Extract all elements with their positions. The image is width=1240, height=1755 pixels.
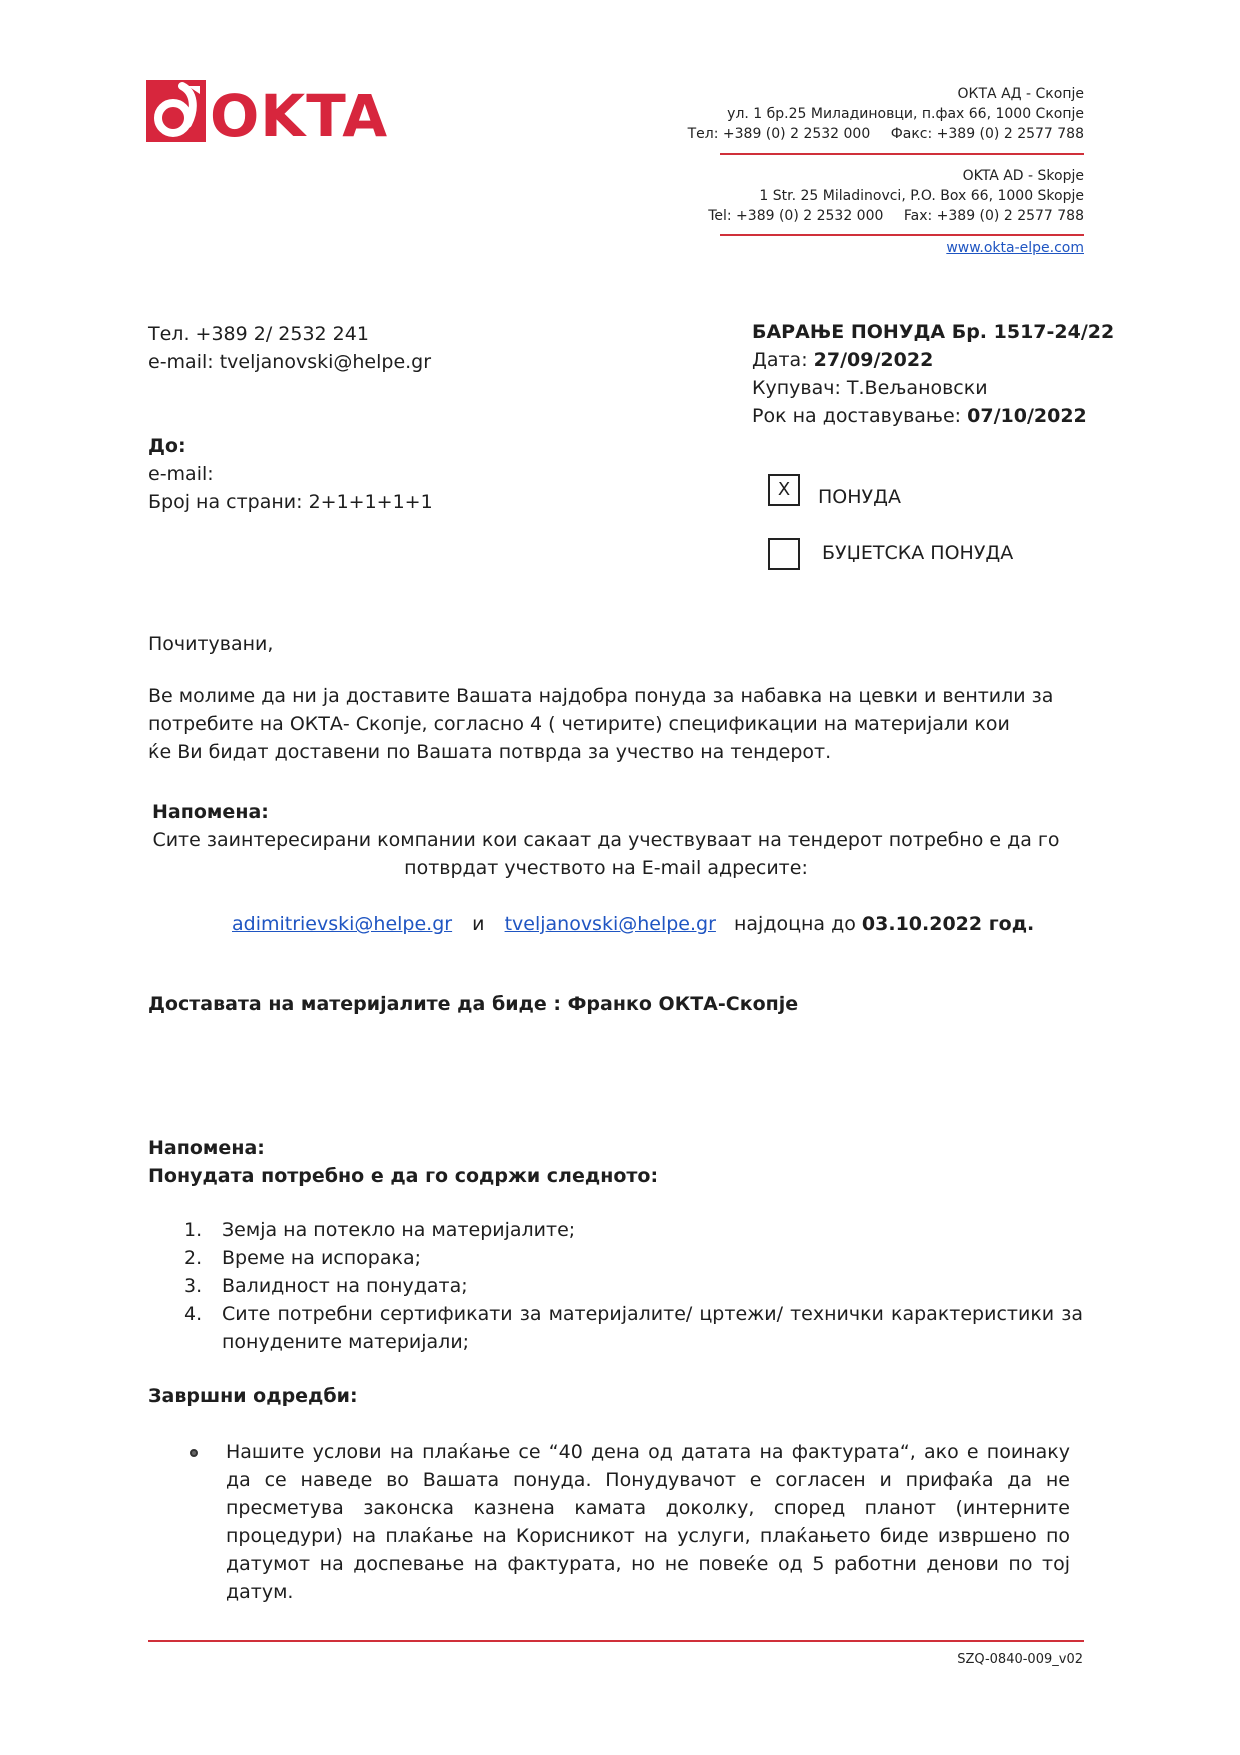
bullet-icon [190, 1449, 198, 1457]
list-item [148, 1272, 1083, 1300]
intro-line-2: потребите на ОКТА- Скопје, согласно 4 ( четирите) спецификации на материјали кои [148, 713, 1010, 735]
offer-checkbox[interactable]: X [768, 474, 800, 506]
note2-intro: Понудата потребно е да го содржи следното: [148, 1165, 659, 1187]
list-item-text: Валидност на понудата; [222, 1275, 468, 1297]
company-name-en: OKTA AD - Skopje [962, 168, 1084, 184]
payment-terms-bullet [148, 1438, 1070, 1606]
note-line-2: потврдат учеството на E-mail адресите: [404, 857, 808, 879]
email-link-adimitrievski[interactable]: adimitrievski@helpe.gr [232, 913, 453, 935]
header-divider-1 [720, 153, 1084, 155]
footer-divider [148, 1640, 1084, 1642]
letterhead-en [708, 166, 1084, 226]
intro-paragraph [148, 682, 1078, 766]
letterhead-mk [688, 84, 1084, 144]
request-date [752, 346, 1114, 374]
greeting: Почитувани, [148, 633, 274, 655]
conjunction: и [472, 913, 485, 935]
budget-offer-checkbox-label: БУЏЕТСКА ПОНУДА [822, 542, 1014, 564]
sender-email: e-mail: tveljanovski@helpe.gr [148, 351, 432, 373]
list-item [148, 1216, 1083, 1244]
sender-phone: Тел. +389 2/ 2532 241 [148, 323, 369, 345]
email-link-tveljanovski[interactable]: tveljanovski@helpe.gr [504, 913, 716, 935]
note2-label: Напомена: [148, 1137, 265, 1159]
svg-text:OKTA: OKTA [210, 82, 389, 144]
intro-line-3: ќе Ви бидат доставени по Вашата потврда за учество на тендерот. [148, 741, 832, 763]
list-item-number: 1. [184, 1219, 203, 1241]
recipient-block [148, 432, 433, 516]
phone-mk: Тел: +389 (0) 2 2532 000 [687, 126, 871, 142]
header-divider-2 [720, 234, 1084, 236]
intro-line-1: Ве молиме да ни ја доставите Вашата најдобра понуда за набавка на цевки и вентили за [148, 685, 1054, 707]
date-label: Дата: [752, 349, 808, 371]
deadline-value: 07/10/2022 [967, 405, 1087, 427]
offer-checkbox-label: ПОНУДА [818, 486, 901, 508]
note-text [140, 826, 1072, 882]
final-provisions-label: Завршни одредби: [148, 1385, 358, 1407]
document-code: SZQ-0840-009_v02 [957, 1652, 1083, 1667]
email-line [232, 910, 1034, 938]
address-en: 1 Str. 25 Miladinovci, P.O. Box 66, 1000 Skopje [759, 188, 1084, 204]
deadline-date: 03.10.2022 год. [861, 913, 1035, 935]
delivery-terms: Доставата на материјалите да биде : Франко ОКТА-Скопје [148, 993, 799, 1015]
list-item-number: 4. [184, 1303, 203, 1325]
contacts-mk [688, 124, 1084, 144]
okta-logo-icon [146, 78, 406, 144]
list-item-number: 2. [184, 1247, 203, 1269]
list-item-text: Земја на потекло на материјалите; [222, 1219, 576, 1241]
list-item [148, 1300, 1083, 1356]
contacts-en [708, 206, 1084, 226]
sender-block [148, 320, 431, 376]
request-buyer: Купувач: Т.Вељановски [752, 377, 988, 399]
note-line-1: Сите заинтересирани компании кои сакаат да учествуваат на тендерот потребно е да го [152, 829, 1060, 851]
list-item [148, 1244, 1083, 1272]
address-mk: ул. 1 бр.25 Миладиновци, п.фах 66, 1000 Скопје [727, 106, 1084, 122]
phone-en: Tel: +389 (0) 2 2532 000 [708, 208, 884, 224]
request-block [752, 318, 1114, 430]
to-label: До: [148, 435, 186, 457]
budget-offer-checkbox[interactable] [768, 538, 800, 570]
fax-en: Fax: +389 (0) 2 2577 788 [903, 208, 1084, 224]
list-item-text: Време на испорака; [222, 1247, 422, 1269]
page-count: Број на страни: 2+1+1+1+1 [148, 491, 433, 513]
note-label: Напомена: [152, 801, 269, 823]
list-item-text: Сите потребни сертификати за материјалите/ цртежи/ технички карактеристики за понудените материјали; [222, 1303, 1083, 1353]
request-deadline [752, 402, 1114, 430]
company-name-mk: ОКТА АД - Скопје [957, 86, 1084, 102]
requirements-list [148, 1216, 1083, 1356]
website-link[interactable]: www.okta-elpe.com [946, 240, 1084, 256]
deadline-text: најдоцна до [733, 913, 856, 935]
fax-mk: Факс: +389 (0) 2 2577 788 [890, 126, 1084, 142]
payment-terms-text: Нашите услови на плаќање се “40 дена од датата на фактурата“, ако е поинаку да се наведе во Вашата понуда. Понудувачот е согласен и прифаќа да не пресметува законска казнена камата доколку, според планот (интерните процедури) на плаќање на Корисникот на услуги, плаќањето биде извршено по датумот на доспевање на фактурата, но не повеќе од 5 работни денови по тој датум. [226, 1441, 1070, 1603]
request-title: БАРАЊЕ ПОНУДА Бр. 1517-24/22 [752, 321, 1115, 343]
date-value: 27/09/2022 [813, 349, 934, 371]
deadline-label: Рок на доставување: [752, 405, 962, 427]
list-item-number: 3. [184, 1275, 203, 1297]
recipient-email: e-mail: [148, 463, 214, 485]
okta-logo [146, 78, 406, 144]
